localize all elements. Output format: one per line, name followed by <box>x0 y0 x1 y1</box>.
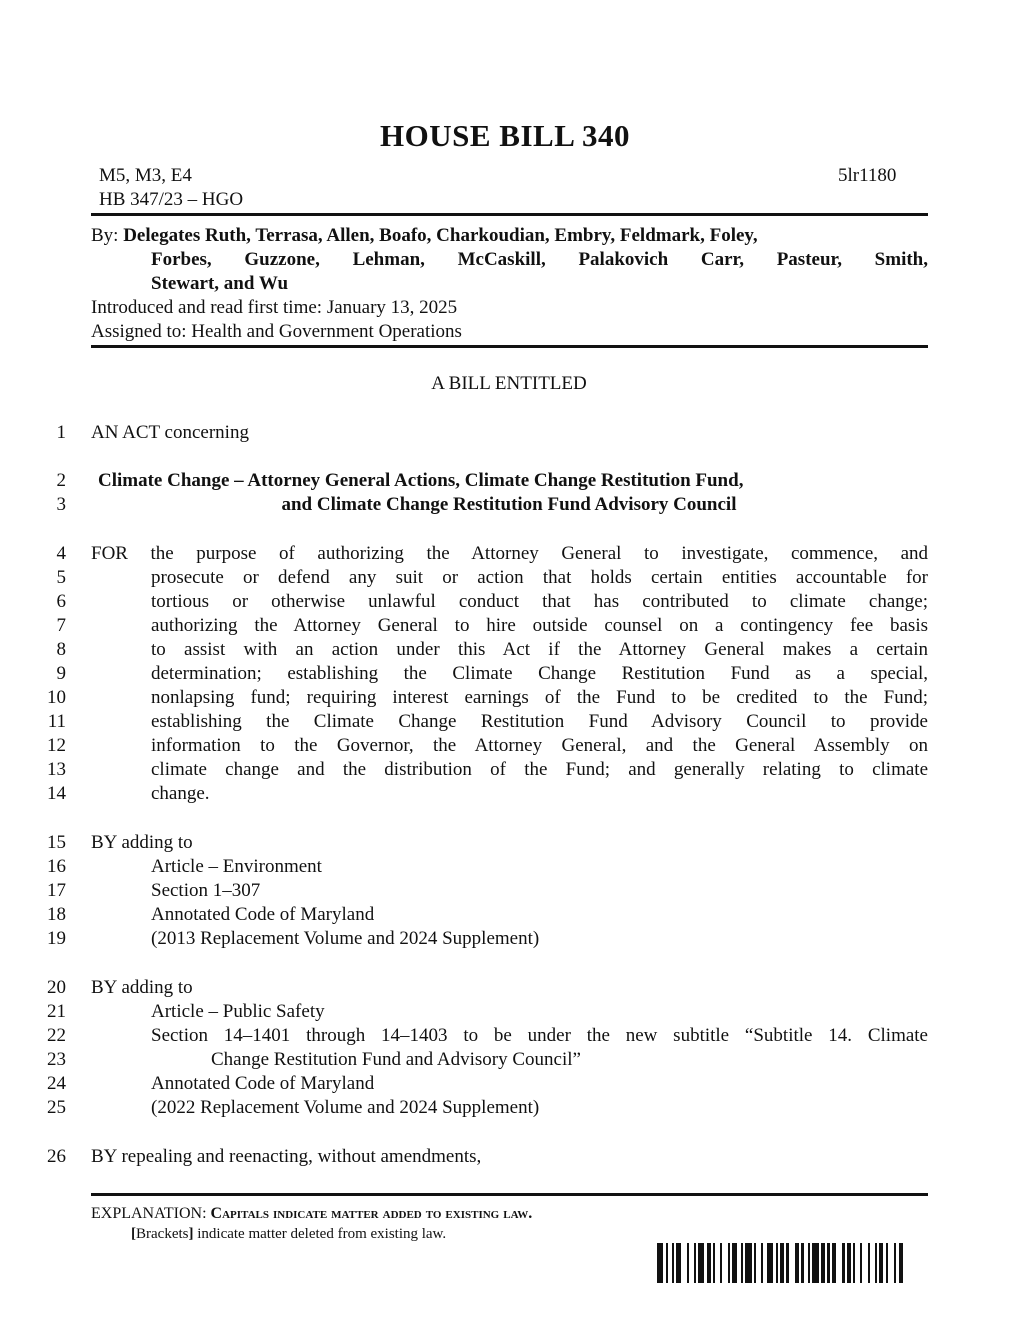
file-number: 5lr1180 <box>838 165 897 186</box>
volume-ref: (2022 Replacement Volume and 2024 Supplement) <box>151 1097 540 1118</box>
prior-bill: HB 347/23 – HGO <box>99 189 244 210</box>
subject-codes: M5, M3, E4 <box>99 165 192 186</box>
purpose-text: authorizing the Attorney General to hire outside counsel on a contingency fee basis <box>151 615 928 636</box>
line-number: 6 <box>56 591 66 612</box>
section-ref: Section 1–307 <box>151 880 261 901</box>
by-adding-heading: BY adding to <box>91 832 193 853</box>
bill-title: HOUSE BILL 340 <box>380 118 630 153</box>
code-ref: Annotated Code of Maryland <box>151 904 375 925</box>
explanation-capitals: Capitals indicate matter added to existing law. <box>210 1205 533 1222</box>
article-ref: Article – Public Safety <box>151 1001 325 1022</box>
purpose-text: to assist with an action under this Act if the Attorney General makes a certain <box>151 639 928 660</box>
code-ref: Annotated Code of Maryland <box>151 1073 375 1094</box>
line-number: 24 <box>47 1073 66 1094</box>
purpose-text: FOR the purpose of authorizing the Attorney General to investigate, commence, and <box>91 543 928 564</box>
line-number: 20 <box>47 977 66 998</box>
line-number: 2 <box>56 470 66 491</box>
explanation-label: EXPLANATION: <box>91 1205 207 1222</box>
section-ref-continued: Change Restitution Fund and Advisory Council” <box>211 1049 581 1070</box>
line-number: 26 <box>47 1146 66 1167</box>
volume-ref: (2013 Replacement Volume and 2024 Supplement) <box>151 928 540 949</box>
by-adding-heading: BY adding to <box>91 977 193 998</box>
barcode-bar <box>899 1243 903 1283</box>
purpose-text: establishing the Climate Change Restitution Fund Advisory Council to provide <box>151 711 928 732</box>
bill-entitled: A BILL ENTITLED <box>431 373 587 394</box>
purpose-text: change. <box>151 783 210 804</box>
assigned-line: Assigned to: Health and Government Operations <box>91 321 462 342</box>
barcode-image <box>657 1243 903 1283</box>
purpose-text: determination; establishing the Climate Change Restitution Fund as a special, <box>151 663 928 684</box>
footer-rule <box>91 1193 928 1196</box>
line-number: 16 <box>47 856 66 877</box>
line-number: 3 <box>56 494 66 515</box>
purpose-text: prosecute or defend any suit or action that holds certain entities accountable for <box>151 567 928 588</box>
explanation-line-1 <box>91 1205 532 1223</box>
line-number: 12 <box>47 735 66 756</box>
header-rule-bottom <box>91 345 928 348</box>
purpose-text: climate change and the distribution of the Fund; and generally relating to climate <box>151 759 928 780</box>
purpose-text: information to the Governor, the Attorney General, and the General Assembly on <box>151 735 928 756</box>
line-number: 8 <box>56 639 66 660</box>
line-number: 10 <box>47 687 66 708</box>
purpose-text: nonlapsing fund; requiring interest earnings of the Fund to be credited to the Fund; <box>151 687 928 708</box>
act-concerning: AN ACT concerning <box>91 422 249 443</box>
bill-short-title: Climate Change – Attorney General Actions, Climate Change Restitution Fund, <box>98 470 744 491</box>
purpose-text: tortious or otherwise unlawful conduct that has contributed to climate change; <box>151 591 928 612</box>
line-number: 19 <box>47 928 66 949</box>
line-number: 21 <box>47 1001 66 1022</box>
line-number: 1 <box>56 422 66 443</box>
sponsor-line-1 <box>91 224 928 248</box>
line-number: 15 <box>47 832 66 853</box>
header-rule-top <box>91 213 928 216</box>
section-ref: Section 14–1401 through 14–1403 to be under the new subtitle “Subtitle 14. Climate <box>151 1025 928 1046</box>
bill-short-title: and Climate Change Restitution Fund Advisory Council <box>281 494 737 515</box>
line-number: 14 <box>47 783 66 804</box>
sponsors-first: Delegates Ruth, Terrasa, Allen, Boafo, Charkoudian, Embry, Feldmark, Foley, <box>123 225 758 246</box>
line-number: 9 <box>56 663 66 684</box>
line-number: 4 <box>56 543 66 564</box>
sponsor-line-3: Stewart, and Wu <box>151 273 289 294</box>
explanation-line-2: [Brackets] indicate matter deleted from existing law. <box>131 1226 447 1242</box>
line-number: 18 <box>47 904 66 925</box>
article-ref: Article – Environment <box>151 856 322 877</box>
sponsor-line-2: Forbes, Guzzone, Lehman, McCaskill, Palakovich Carr, Pasteur, Smith, <box>151 249 928 270</box>
line-number: 23 <box>47 1049 66 1070</box>
line-number: 22 <box>47 1025 66 1046</box>
line-number: 7 <box>56 615 66 636</box>
line-number: 17 <box>47 880 66 901</box>
by-label: By: <box>91 225 119 246</box>
line-number: 11 <box>47 711 66 732</box>
line-number: 5 <box>56 567 66 588</box>
by-repealing-heading: BY repealing and reenacting, without amendments, <box>91 1146 482 1167</box>
line-number: 25 <box>47 1097 66 1118</box>
line-number: 13 <box>47 759 66 780</box>
introduced-line: Introduced and read first time: January 13, 2025 <box>91 297 458 318</box>
